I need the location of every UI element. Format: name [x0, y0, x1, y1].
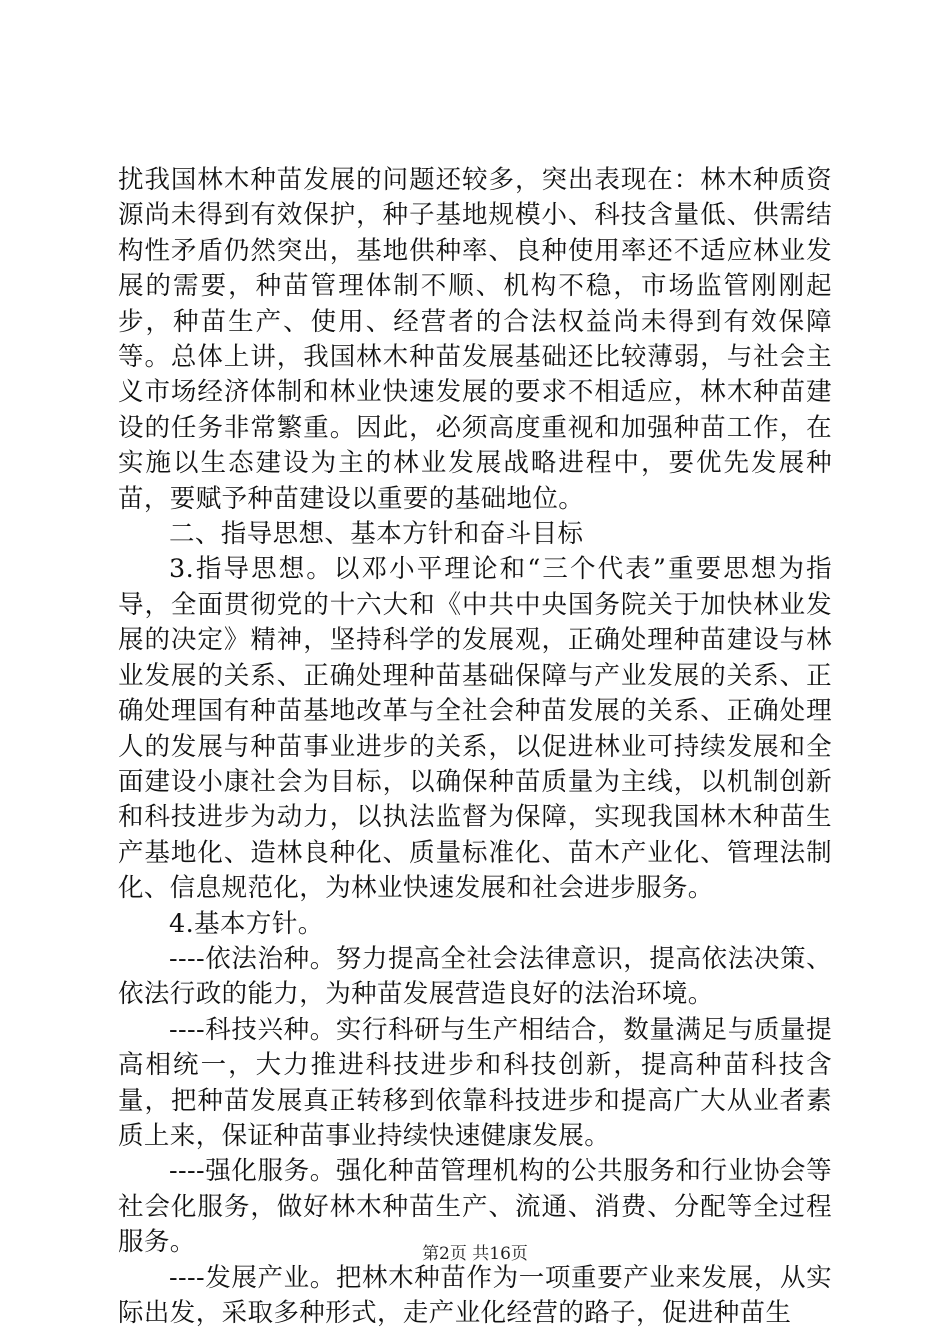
paragraph-guiding-thought: 3.指导思想。以邓小平理论和“三个代表”重要思想为指导，全面贯彻党的十六大和《中共中央国务院关于加快林业发展的决定》精神，坚持科学的发展观，正确处理种苗建设与林业发展的关系、正确处理种苗基础保障与产业发展的关系、正确处理国有种苗基地改革与全社会种苗发展的关系、正确处理人的发展与种苗事业进步的关系，以促进林业可持续发展和全面建设小康社会为目标，以确保种苗质量为主线，以机制创新和科技进步为动力，以执法监督为保障，实现我国林木种苗生产基地化、造林良种化、质量标准化、苗木产业化、管理法制化、信息规范化，为林业快速发展和社会进步服务。 [118, 554, 832, 904]
paragraph-service: ----强化服务。强化种苗管理机构的公共服务和行业协会等社会化服务，做好林木种苗生产、流通、消费、分配等全过程服务。 [118, 1156, 832, 1258]
page-footer: 第2页 共16页 [422, 1244, 528, 1264]
section-heading-2: 二、指导思想、基本方针和奋斗目标 [169, 519, 584, 550]
document-body [118, 163, 832, 1331]
heading-basic-policy: 4.基本方针。 [169, 908, 324, 939]
paragraph-technology: ----科技兴种。实行科研与生产相结合，数量满足与质量提高相统一，大力推进科技进步和科技创新，提高种苗科技含量，把种苗发展真正转移到依靠科技进步和提高广大从业者素质上来，保证种苗事业持续快速健康发展。 [118, 1014, 832, 1151]
paragraph-rule-of-law: ----依法治种。努力提高全社会法律意识，提高依法决策、依法行政的能力，为种苗发展营造良好的法治环境。 [118, 943, 832, 1010]
paragraph-1: 扰我国林木种苗发展的问题还较多，突出表现在：林木种质资源尚未得到有效保护，种子基地规模小、科技含量低、供需结构性矛盾仍然突出，基地供种率、良种使用率还不适应林业发展的需要，种苗管理体制不顺、机构不稳，市场监管刚刚起步，种苗生产、使用、经营者的合法权益尚未得到有效保障等。总体上讲，我国林木种苗发展基础还比较薄弱，与社会主义市场经济体制和林业快速发展的要求不相适应，林木种苗建设的任务非常繁重。因此，必须高度重视和加强种苗工作，在实施以生态建设为主的林业发展战略进程中，要优先发展种苗，要赋予种苗建设以重要的基础地位。 [118, 165, 832, 514]
paragraph-industry: ----发展产业。把林木种苗作为一项重要产业来发展，从实际出发，采取多种形式，走产业化经营的路子，促进种苗生 [118, 1262, 832, 1328]
